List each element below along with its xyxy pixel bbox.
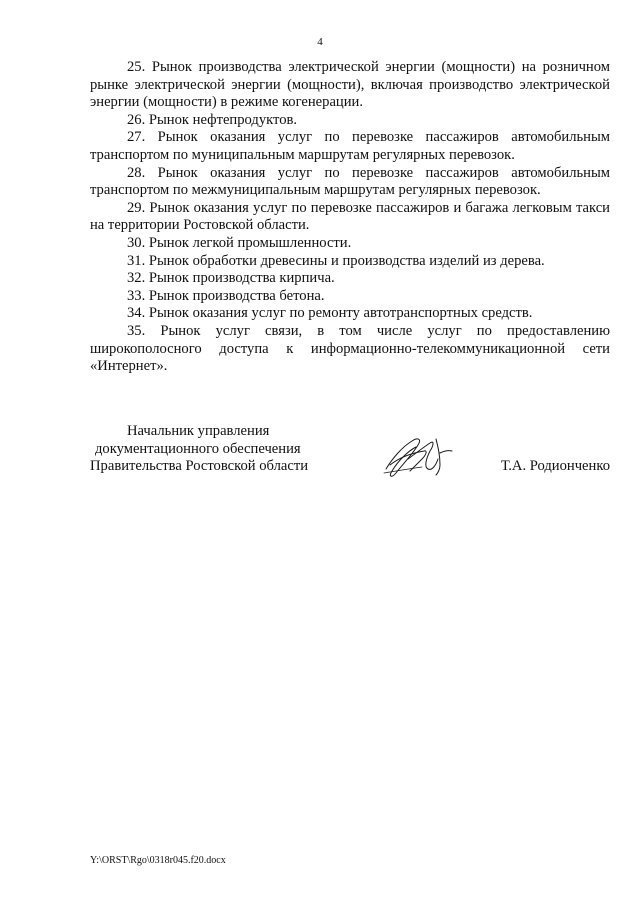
list-item-30: 30. Рынок легкой промышленности. (127, 234, 352, 251)
list-item-28: 28. Рынок оказания услуг по перевозке пассажиров автомобильным транспортом по межмуниципальным маршрутам регулярных перевозок. (90, 164, 610, 199)
signer-position-line-1: Начальник управления (127, 423, 270, 439)
list-item-33: 33. Рынок производства бетона. (127, 287, 325, 304)
signer-position (90, 423, 350, 476)
list-item-34: 34. Рынок оказания услуг по ремонту автотранспортных средств. (127, 305, 533, 322)
signer-position-line-2: документационного обеспечения (95, 440, 301, 457)
footer-file-path: Y:\ORST\Rgo\0318r045.f20.docx (90, 855, 226, 866)
list-item-27: 27. Рынок оказания услуг по перевозке пассажиров автомобильным транспортом по муниципальным маршрутам регулярных перевозок. (90, 129, 610, 163)
list-item-31: 31. Рынок обработки древесины и производства изделий из дерева. (127, 252, 545, 269)
list-item-26: 26. Рынок нефтепродуктов. (127, 111, 298, 128)
list-item-32: 32. Рынок производства кирпича. (127, 270, 335, 287)
list-item-29: 29. Рынок оказания услуг по перевозке пассажиров и багажа легковым такси на территории Ростовской области. (90, 199, 610, 234)
list-item-35: 35. Рынок услуг связи, в том числе услуг по предоставлению широкополосного доступа к информационно-телекоммуникационной сети «Интернет». (90, 322, 610, 375)
signer-name: Т.А. Родионченко (500, 458, 610, 474)
list-item-25: 25. Рынок производства электрической энергии (мощности) на розничном рынке электрической энергии (мощности), включая производство электрической энергии (мощности) в режиме когенерации. (90, 59, 610, 111)
handwritten-signature (378, 429, 460, 481)
signature-block (90, 423, 610, 493)
page-number: 4 (317, 36, 323, 48)
signer-position-line-3: Правительства Ростовской области (90, 458, 309, 475)
document-body (90, 59, 610, 376)
